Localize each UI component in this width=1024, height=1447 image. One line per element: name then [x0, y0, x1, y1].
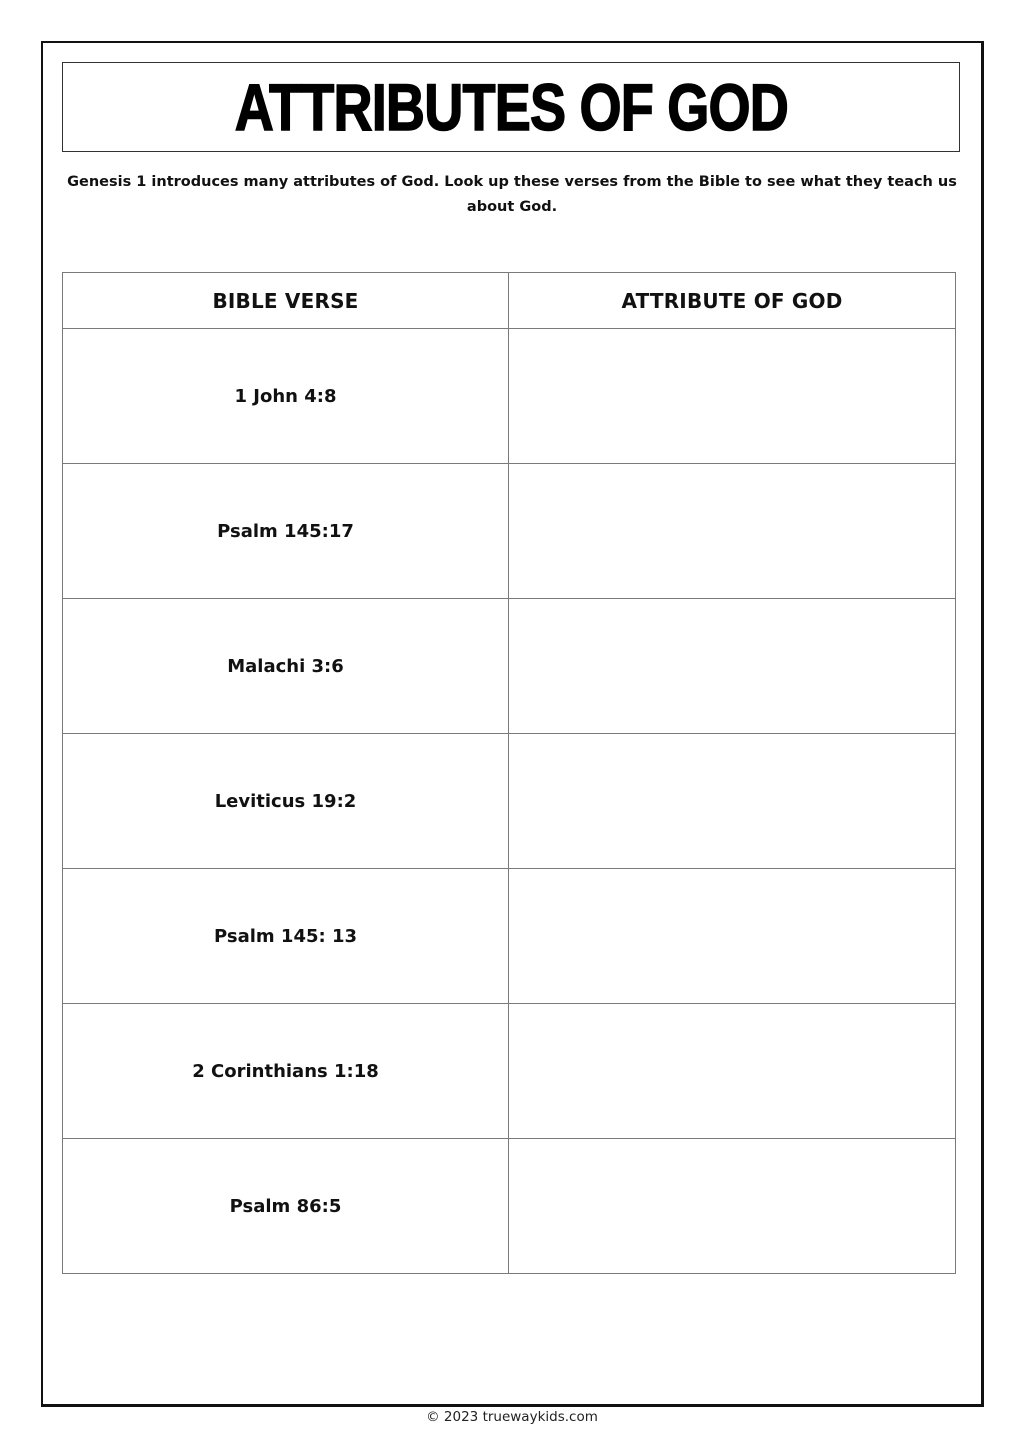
table-row — [63, 1139, 956, 1274]
verse-attribute-table — [62, 272, 956, 1274]
table-header-row — [63, 273, 956, 329]
table-row — [63, 734, 956, 869]
intro-instructions: Genesis 1 introduces many attributes of God. Look up these verses from the Bible to see what they teach us about God. — [67, 174, 957, 215]
attribute-answer-cell[interactable] — [509, 599, 956, 734]
page-title: ATTRIBUTES OF GOD — [234, 70, 788, 144]
attribute-answer-cell[interactable] — [509, 329, 956, 464]
column-header-bible-verse: BIBLE VERSE — [63, 273, 509, 329]
attribute-answer-cell[interactable] — [509, 869, 956, 1004]
copyright-footer: © 2023 truewaykids.com — [426, 1409, 598, 1425]
table-row — [63, 869, 956, 1004]
table-row — [63, 1004, 956, 1139]
attribute-answer-cell[interactable] — [509, 1139, 956, 1274]
attribute-answer-cell[interactable] — [509, 464, 956, 599]
column-header-attribute: ATTRIBUTE OF GOD — [509, 273, 956, 329]
table-row — [63, 464, 956, 599]
attribute-answer-cell[interactable] — [509, 1004, 956, 1139]
verse-cell: Psalm 145: 13 — [63, 869, 509, 1004]
verse-cell: 2 Corinthians 1:18 — [63, 1004, 509, 1139]
verse-cell: 1 John 4:8 — [63, 329, 509, 464]
verse-cell: Psalm 145:17 — [63, 464, 509, 599]
table-row — [63, 599, 956, 734]
verse-cell: Leviticus 19:2 — [63, 734, 509, 869]
title-box — [62, 62, 960, 152]
verse-cell: Malachi 3:6 — [63, 599, 509, 734]
table-row — [63, 329, 956, 464]
verse-cell: Psalm 86:5 — [63, 1139, 509, 1274]
attribute-answer-cell[interactable] — [509, 734, 956, 869]
